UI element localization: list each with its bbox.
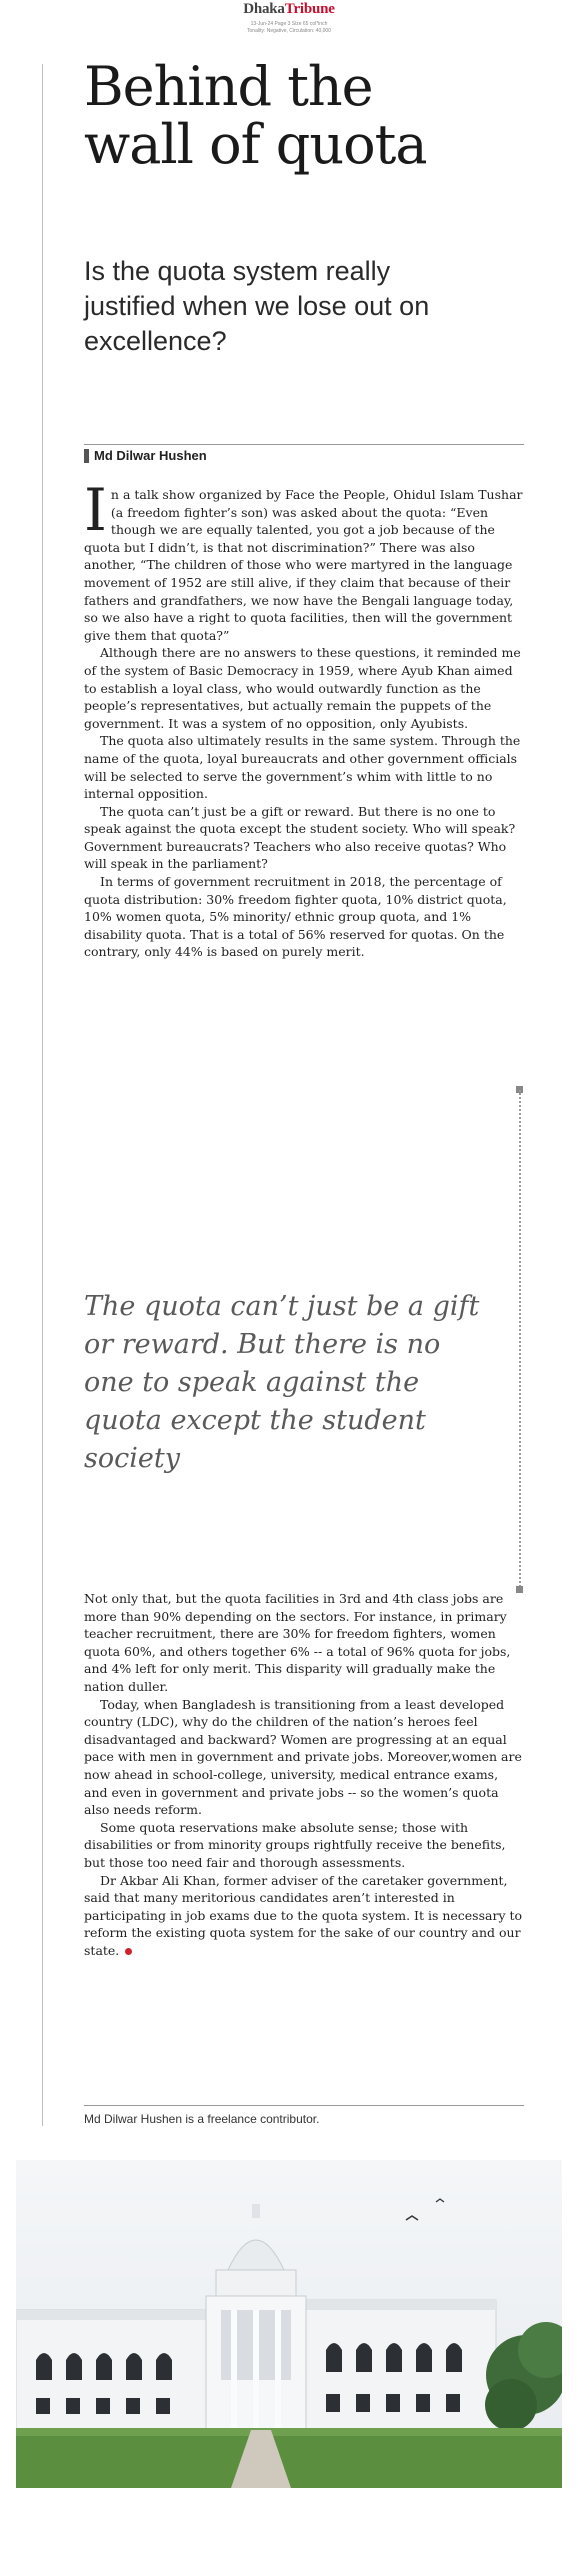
standfirst: Is the quota system really justified when we lose out on excellence?	[84, 256, 430, 356]
headline-line-2: wall of quota	[84, 113, 427, 176]
drop-cap: I	[84, 476, 107, 544]
paragraph-text: n a talk show organized by Face the People, Ohidul Islam Tushar (a freedom fighter’s son) was asked about the quota: “Even though we are equally talented, you got a job because of the quota but I didn’t, is that not discrimination?” There was also another, “The children of those who were martyred in the language movement of 1952 are still alive, if they claim that because of their fathers and grandfathers, we now have the Bengali language today, so we also have a right to quota facilities, then will the government give them that quota?”	[84, 487, 523, 643]
end-mark-icon	[125, 1948, 132, 1955]
headline-line-1: Behind the	[84, 55, 373, 118]
footer-divider	[84, 2105, 524, 2106]
body-paragraph	[84, 1872, 524, 1960]
body-paragraph: Not only that, but the quota facilities in 3rd and 4th class jobs are more than 90% depending on the sectors. For instance, in primary teacher recruitment, there are 30% for freedom fighters, women quota 60%, and others together 6% -- a total of 96% quota for jobs, and 4% left for only merit. This disparity will gradually make the nation duller.	[84, 1591, 511, 1694]
byline-divider	[84, 444, 524, 445]
article-body-bottom	[84, 1590, 524, 1959]
body-paragraph: Although there are no answers to these questions, it reminded me of the system of Basic Democracy in 1959, where Ayub Khan aimed to establish a loyal class, who would outwardly function as the people’s representatives, but actually remain the puppets of the government. It was a system of no opposition, only Ayubists.	[84, 645, 521, 731]
body-paragraph: The quota can’t just be a gift or reward. But there is no one to speak against the quota except the student society. Who will speak? Government bureaucrats? Teachers who also receive quotas? Who will speak in the parliament?	[84, 803, 516, 872]
byline-marker	[84, 449, 89, 463]
clipping-meta-line-2: Tonality: Negative, Circulation: 40,000	[247, 28, 331, 34]
body-paragraph: In terms of government recruitment in 2018, the percentage of quota distribution: 30% freedom fighter quota, 10% district quota, 10% women quota, 5% minority/ ethnic group quota, and 1% disability quota. That is a total of 56% reserved for quotas. On the contrary, only 44% is based on purely merit.	[84, 874, 507, 960]
pullquote-rule	[519, 1090, 521, 1590]
article-photo-high-court-building	[16, 2160, 562, 2488]
clipping-meta-line-1: 13-Jun-24 Page 3 Size 65 col*inch	[250, 21, 328, 27]
byline: Md Dilwar Hushen	[94, 448, 207, 463]
body-paragraph: Some quota reservations make absolute sense; those with disabilities or from minority groups rightfully receive the benefits, but those too need fair and thorough assessments.	[84, 1819, 506, 1870]
newspaper-logo	[0, 1, 578, 18]
masthead	[0, 0, 578, 40]
headline	[84, 55, 544, 176]
body-paragraph	[84, 476, 524, 644]
pullquote: The quota can’t just be a gift or reward. But there is no one to speak against the quota except the student society	[84, 1291, 480, 1474]
body-paragraph: Today, when Bangladesh is transitioning from a least developed country (LDC), why do the children of the nation’s heroes feel disadvantaged and backward? Women are progressing at an equal pace with men in government and private jobs. Moreover,women are now ahead in school-college, university, medical entrance exams, and even in government and private jobs -- so the women’s quota also needs reform.	[84, 1696, 522, 1818]
article-body-top	[84, 476, 524, 961]
body-paragraph: The quota also ultimately results in the same system. Through the name of the quota, loyal bureaucrats and other government officials will be selected to serve the government’s whim with little to no internal opposition.	[84, 733, 521, 802]
contributor-note: Md Dilwar Hushen is a freelance contributor.	[84, 2112, 320, 2126]
paragraph-text: Dr Akbar Ali Khan, former adviser of the caretaker government, said that many meritorious candidates aren’t interested in participating in job exams due to the quota system. It is necessary to reform the existing quota system for the sake of our country and our state.	[84, 1872, 523, 1958]
left-column-rule	[42, 64, 43, 2126]
logo-part-2: Tribune	[284, 1, 335, 17]
logo-part-1: Dhaka	[243, 1, 285, 17]
